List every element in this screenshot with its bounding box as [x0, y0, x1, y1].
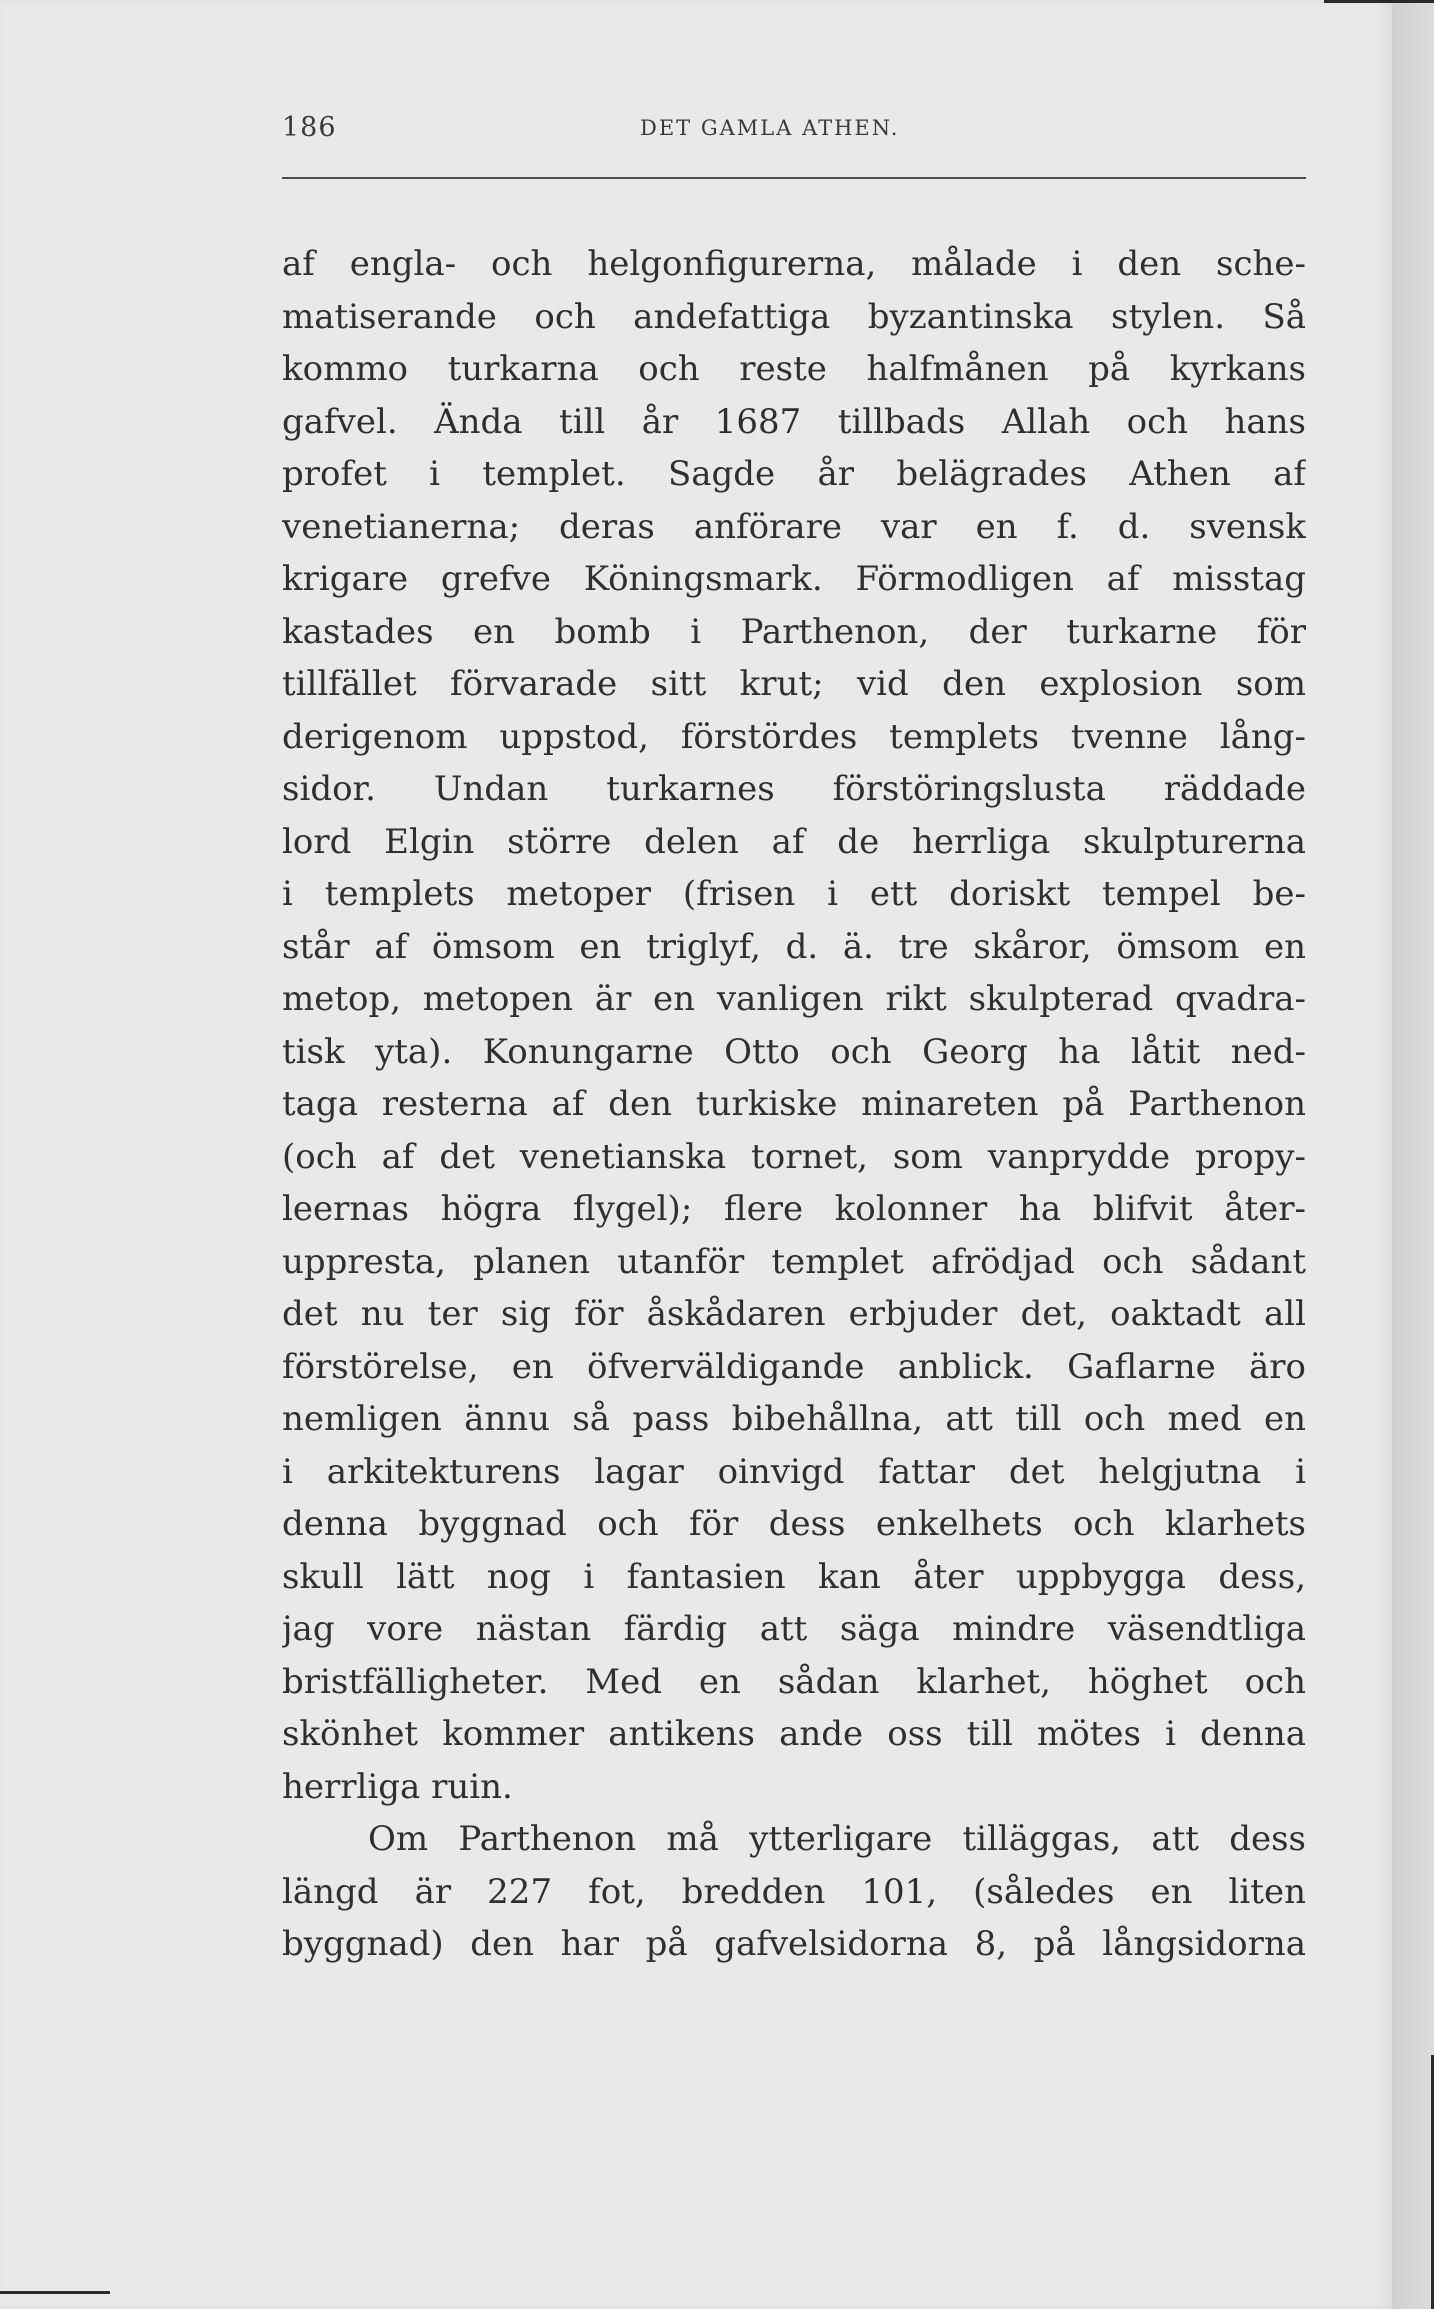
- scan-edge: [1392, 0, 1434, 2309]
- text-line: längd är 227 fot, bredden 101, (således en liten: [282, 1871, 1306, 1912]
- text-line: står af ömsom en triglyf, d. ä. tre skåror, ömsom en: [282, 926, 1306, 967]
- text-line: jag vore nästan färdig att säga mindre väsendtliga: [282, 1609, 1306, 1649]
- text-line: sidor. Undan turkarnes förstöringslusta räddade: [282, 769, 1306, 809]
- text-line: leernas högra flygel); flere kolonner ha blifvit åter-: [282, 1189, 1306, 1229]
- text-line: nemligen ännu så pass bibehållna, att till och med en: [282, 1399, 1306, 1439]
- text-line: tisk yta). Konungarne Otto och Georg ha låtit ned-: [282, 1031, 1306, 1072]
- scan-border-mark: [0, 2291, 110, 2294]
- text-line: af engla- och helgonfigurerna, målade i den sche-: [282, 244, 1306, 284]
- text-line: skönhet kommer antikens ande oss till mötes i denna: [282, 1714, 1306, 1754]
- text-line: uppresta, planen utanför templet afrödjad och sådant: [282, 1241, 1306, 1282]
- text-line: kastades en bomb i Parthenon, der turkarne för: [282, 611, 1306, 652]
- text-line: gafvel. Ända till år 1687 tillbads Allah och hans: [282, 401, 1306, 442]
- text-line: venetianerna; deras anförare var en f. d. svensk: [282, 506, 1306, 547]
- text-line: i arkitekturens lagar oinvigd fattar det helgjutna i: [282, 1451, 1306, 1492]
- text-line: krigare grefve Köningsmark. Förmodligen af misstag: [282, 559, 1306, 599]
- text-line: förstörelse, en öfverväldigande anblick. Gaflarne äro: [282, 1346, 1306, 1387]
- text-line: denna byggnad och för dess enkelhets och klarhets: [282, 1504, 1306, 1544]
- body-text: [282, 238, 1306, 1971]
- page-number: 186: [282, 112, 337, 143]
- text-line: profet i templet. Sagde år belägrades Athen af: [282, 454, 1306, 494]
- text-line: kommo turkarna och reste halfmånen på kyrkans: [282, 349, 1306, 389]
- paragraph-end-line: herrliga ruin.: [282, 1766, 513, 1807]
- text-line: i templets metoper (frisen i ett doriskt tempel be-: [282, 874, 1306, 914]
- text-line: derigenom uppstod, förstördes templets tvenne lång-: [282, 716, 1306, 757]
- text-line: tillfället förvarade sitt krut; vid den explosion som: [282, 664, 1306, 704]
- text-line: metop, metopen är en vanligen rikt skulpterad qvadra-: [282, 979, 1306, 1019]
- text-line: bristfälligheter. Med en sådan klarhet, höghet och: [282, 1661, 1306, 1702]
- header-rule: [282, 177, 1306, 179]
- text-line: taga resterna af den turkiske minareten på Parthenon: [282, 1084, 1306, 1124]
- scan-border-mark: [1324, 0, 1434, 3]
- text-line: det nu ter sig för åskådaren erbjuder det, oaktadt all: [282, 1294, 1306, 1334]
- text-line: (och af det venetianska tornet, som vanprydde propy-: [282, 1136, 1306, 1177]
- text-line: skull lätt nog i fantasien kan åter uppbygga dess,: [282, 1556, 1306, 1597]
- running-head: [282, 112, 1306, 152]
- text-line: byggnad) den har på gafvelsidorna 8, på långsidorna: [282, 1924, 1306, 1964]
- running-title: DET GAMLA ATHEN.: [640, 116, 900, 140]
- text-line: matiserande och andefattiga byzantinska stylen. Så: [282, 296, 1306, 337]
- text-line: lord Elgin större delen af de herrliga skulpturerna: [282, 821, 1306, 862]
- paragraph-start-line: Om Parthenon må ytterligare tilläggas, att dess: [368, 1819, 1306, 1859]
